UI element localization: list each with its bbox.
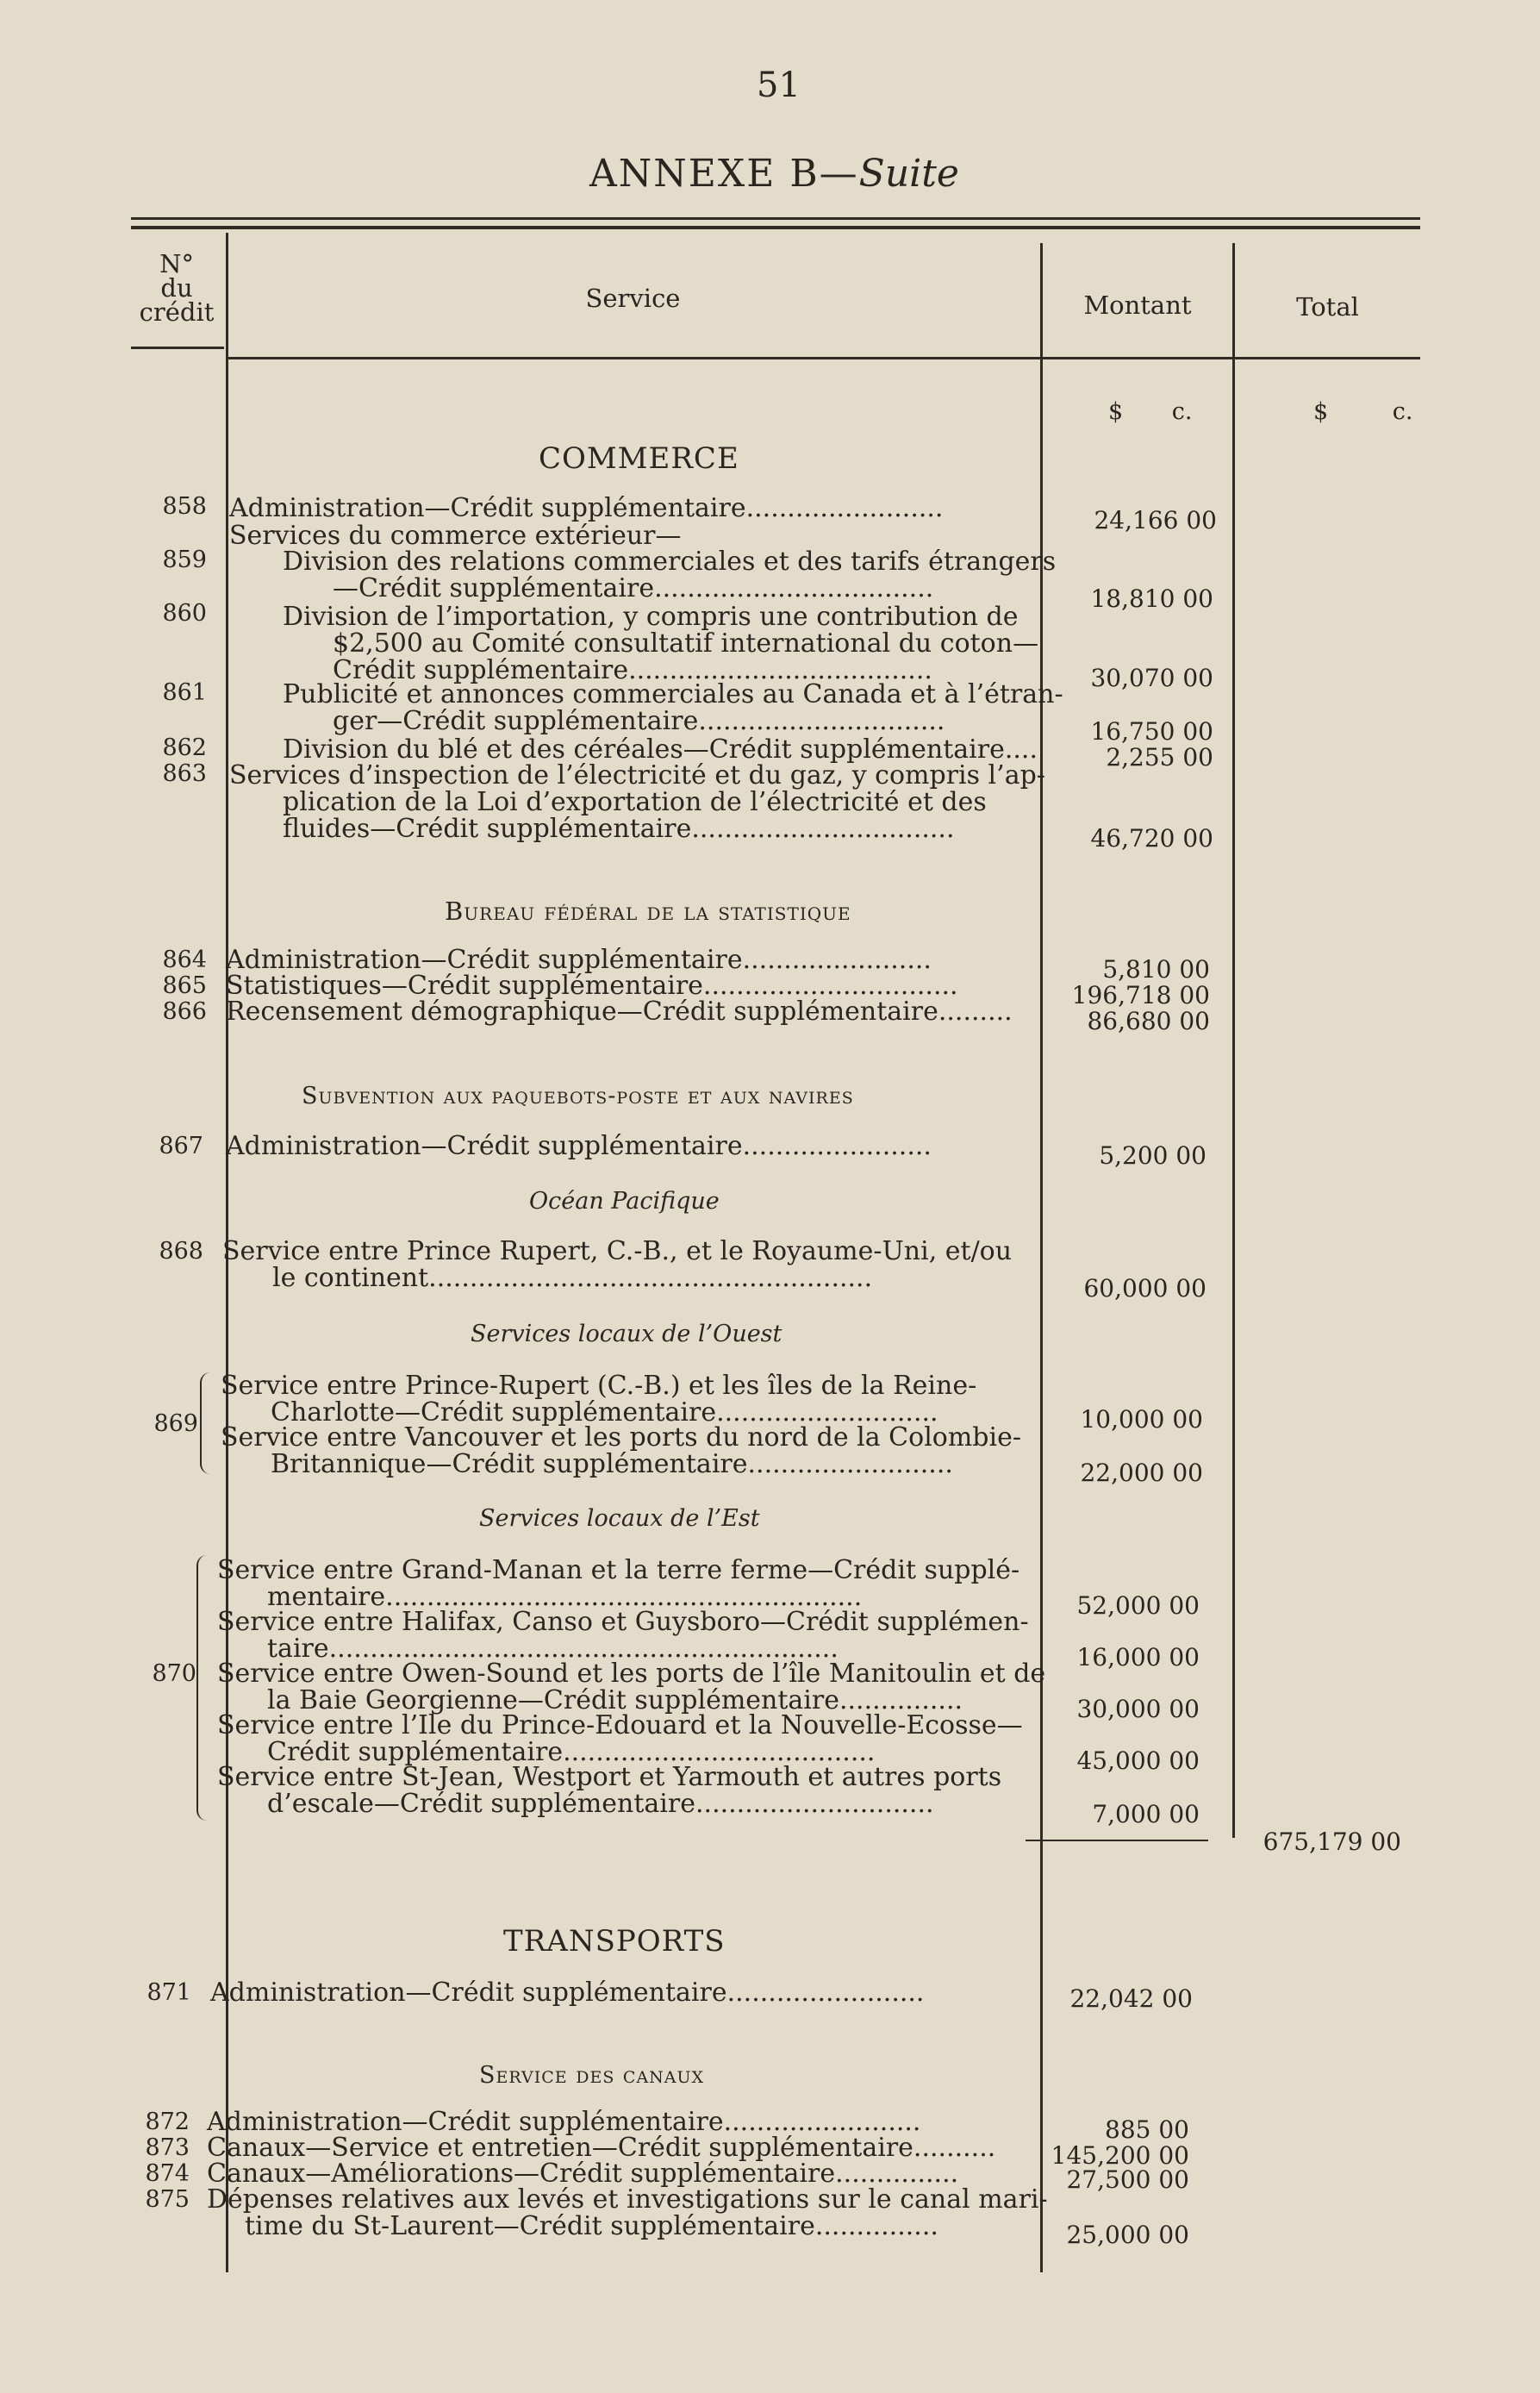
service-text: [229, 762, 1045, 842]
credit-number: 869: [153, 1410, 198, 1437]
amount: 22,042 00: [1069, 1984, 1193, 2013]
amount: 24,166 00: [1094, 506, 1217, 534]
amount: 2,255 00: [1106, 743, 1213, 772]
credit-number: 866: [162, 998, 207, 1025]
section-ouest: Services locaux de l’Ouest: [471, 1321, 782, 1347]
page-title: [589, 152, 959, 196]
service-line: Division des relations commerciales et des tarifs étrangers: [283, 547, 1057, 577]
title-main: ANNEXE B—: [589, 152, 859, 196]
amount: 22,000 00: [1080, 1459, 1203, 1487]
credit-number: 864: [162, 947, 207, 973]
credit-number: 867: [159, 1133, 203, 1159]
amount: 45,000 00: [1076, 1746, 1200, 1775]
service-line: Service entre Halifax, Canso et Guysboro—Crédit supplémen-: [217, 1607, 1029, 1637]
amount: 86,680 00: [1087, 1007, 1210, 1035]
header-amount: Montant: [1083, 291, 1192, 320]
total-unit: $ c.: [1313, 398, 1413, 425]
section-subvention: Subvention aux paquebots-poste et aux navires: [302, 1083, 854, 1109]
service-text: [222, 1238, 1012, 1291]
amount: 16,000 00: [1076, 1643, 1200, 1671]
service-text: [226, 1133, 932, 1159]
amount: 7,000 00: [1092, 1800, 1200, 1828]
credit-number: 860: [162, 600, 207, 627]
service-line: Administration—Crédit supplémentaire.......................: [226, 945, 932, 975]
service-line: Canaux—Service et entretien—Crédit supplémentaire..........: [207, 2133, 996, 2163]
header-number: [129, 249, 224, 327]
amount: 27,500 00: [1066, 2165, 1189, 2194]
brace: [196, 1555, 210, 1821]
header-number-line: crédit: [139, 297, 215, 327]
brace: [200, 1372, 214, 1474]
credit-number: 873: [145, 2134, 190, 2161]
service-line: Publicité et annonces commerciales au Canada et à l’étran-: [283, 679, 1063, 709]
header-number-line: N°: [159, 249, 194, 278]
service-text: [207, 2160, 958, 2187]
service-line: Administration—Crédit supplémentaire........................: [229, 493, 944, 523]
credit-number: 872: [145, 2109, 190, 2135]
service-line: Crédit supplémentaire.....................................: [333, 655, 932, 685]
service-text: [217, 1660, 1045, 1714]
credit-number: 871: [147, 1979, 191, 2006]
page-number: 51: [757, 66, 801, 105]
service-line: la Baie Georgienne—Crédit supplémentaire...............: [267, 1685, 963, 1715]
service-line: Services d’inspection de l’électricité et du gaz, y compris l’ap-: [229, 760, 1045, 790]
service-line: $2,500 au Comité consultatif international du coton—: [333, 628, 1039, 659]
service-text: [207, 2134, 995, 2161]
amount-unit: $ c.: [1108, 398, 1193, 425]
service-line: Service entre St-Jean, Westport et Yarmouth et autres ports: [217, 1762, 1002, 1792]
service-text: [283, 736, 1038, 763]
header-rule: [226, 357, 1420, 359]
amount: 30,070 00: [1090, 664, 1213, 692]
amount: 30,000 00: [1076, 1695, 1200, 1723]
amount: 46,720 00: [1090, 824, 1213, 853]
service-line: time du St-Laurent—Crédit supplémentaire...............: [245, 2211, 938, 2241]
service-line: Recensement démographique—Crédit supplémentaire.........: [226, 997, 1013, 1027]
service-line: Division de l’importation, y compris une contribution de: [283, 602, 1019, 632]
top-rule-2: [131, 226, 1420, 229]
credit-number: 861: [162, 679, 207, 706]
service-line: Canaux—Améliorations—Crédit supplémentaire...............: [207, 2159, 959, 2189]
section-pacifique: Océan Pacifique: [529, 1188, 720, 1215]
service-text: [226, 972, 958, 999]
service-line: —Crédit supplémentaire..................................: [333, 573, 934, 603]
service-line: Service entre Prince-Rupert (C.-B.) et les îles de la Reine-: [221, 1371, 977, 1401]
service-line: Service entre Vancouver et les ports du nord de la Colombie-: [221, 1422, 1021, 1453]
subtotal-rule: [1026, 1840, 1208, 1841]
service-line: plication de la Loi d’exportation de l’électricité et des: [283, 787, 987, 817]
service-text: [210, 1979, 924, 2006]
top-rule-1: [131, 217, 1420, 220]
service-line: taire..............................................................: [267, 1634, 839, 1664]
service-line: d’escale—Crédit supplémentaire.............................: [267, 1789, 934, 1819]
credit-number: 868: [159, 1238, 203, 1265]
amount: 52,000 00: [1076, 1591, 1200, 1620]
amount: 196,718 00: [1071, 981, 1210, 1009]
service-text: [226, 947, 932, 973]
service-line: Division du blé et des céréales—Crédit supplémentaire....: [283, 734, 1038, 765]
service-text: [207, 2109, 920, 2135]
amount: 16,750 00: [1090, 717, 1213, 746]
service-line: fluides—Crédit supplémentaire................................: [283, 814, 955, 844]
service-line: mentaire..........................................................: [267, 1582, 863, 1612]
header-number-line: du: [160, 273, 193, 303]
commerce-total: 675,179 00: [1263, 1828, 1401, 1856]
service-text: [217, 1712, 1023, 1765]
amount: 5,200 00: [1099, 1141, 1206, 1170]
section-bureau: Bureau fédéral de la statistique: [445, 897, 851, 926]
service-text: [283, 548, 1056, 602]
credit-number: 874: [145, 2160, 190, 2187]
service-heading: Services du commerce extérieur—: [229, 521, 682, 551]
credit-number: 875: [145, 2186, 190, 2213]
amount: 25,000 00: [1066, 2221, 1189, 2249]
service-text: [217, 1764, 1001, 1817]
amount: 60,000 00: [1083, 1274, 1206, 1303]
header-total: Total: [1296, 292, 1359, 322]
amount: 145,200 00: [1051, 2141, 1189, 2170]
service-text: [221, 1424, 1021, 1478]
service-line: ger—Crédit supplémentaire..............................: [333, 706, 945, 736]
service-line: Statistiques—Crédit supplémentaire...............................: [226, 971, 958, 1001]
credit-number: 858: [162, 493, 207, 520]
service-text: [226, 998, 1013, 1025]
service-line: Service entre Owen-Sound et les ports de l’île Manitoulin et de: [217, 1659, 1046, 1689]
service-line: Administration—Crédit supplémentaire........................: [207, 2107, 921, 2137]
section-commerce: COMMERCE: [539, 441, 739, 476]
title-suite: Suite: [858, 152, 959, 196]
service-text: [217, 1557, 1019, 1610]
credit-number: 863: [162, 760, 207, 787]
credit-number: 865: [162, 972, 207, 999]
credit-number: 862: [162, 734, 207, 761]
service-text: [217, 1609, 1029, 1662]
service-line: Administration—Crédit supplémentaire........................: [210, 1978, 925, 2008]
service-text: [283, 603, 1038, 684]
service-line: Administration—Crédit supplémentaire.......................: [226, 1131, 932, 1161]
service-text: [221, 1372, 976, 1426]
amount: 18,810 00: [1090, 584, 1213, 613]
service-text: [229, 495, 943, 522]
service-line: Service entre Grand-Manan et la terre ferme—Crédit supplé-: [217, 1555, 1020, 1585]
section-canaux: Service des canaux: [479, 2062, 705, 2089]
service-line: Service entre Prince Rupert, C.-B., et le Royaume-Uni, et/ou: [222, 1236, 1013, 1266]
credit-number: 859: [162, 547, 207, 573]
amount: 5,810 00: [1102, 955, 1210, 984]
service-line: Charlotte—Crédit supplémentaire...........................: [271, 1397, 938, 1428]
section-est: Services locaux de l’Est: [479, 1505, 760, 1532]
col-divider-3: [1232, 243, 1235, 1838]
service-text: [283, 681, 1063, 734]
service-text: [207, 2186, 1048, 2240]
amount: 10,000 00: [1080, 1405, 1203, 1434]
credit-number: 870: [152, 1660, 196, 1687]
header-rule-left: [131, 347, 224, 349]
service-line: Service entre l’Ile du Prince-Edouard et la Nouvelle-Ecosse—: [217, 1710, 1023, 1740]
service-line: Dépenses relatives aux levés et investigations sur le canal mari-: [207, 2184, 1048, 2215]
section-transports: TRANSPORTS: [503, 1924, 726, 1959]
header-service: Service: [585, 284, 681, 313]
service-line: le continent......................................................: [272, 1263, 873, 1293]
service-line: Britannique—Crédit supplémentaire.........................: [271, 1449, 953, 1479]
service-line: Crédit supplémentaire......................................: [267, 1737, 876, 1767]
amount: 885 00: [1105, 2115, 1189, 2144]
